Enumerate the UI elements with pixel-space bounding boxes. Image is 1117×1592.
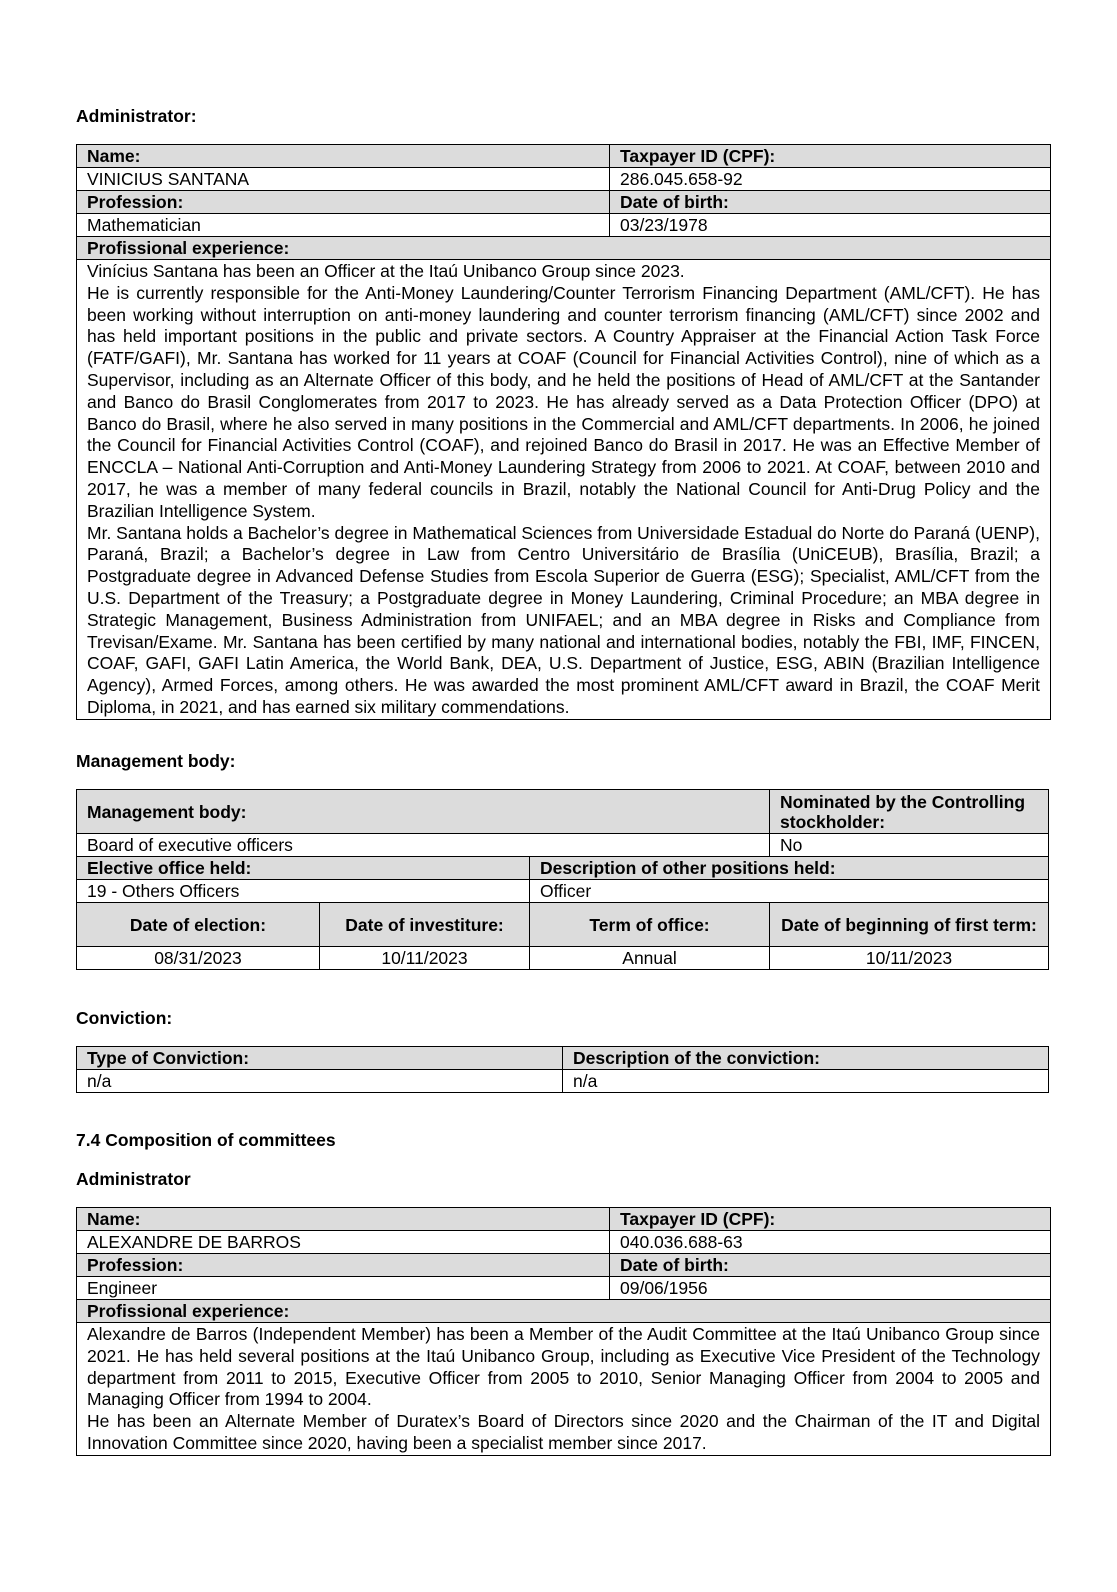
conviction-description-value: n/a bbox=[563, 1070, 1049, 1093]
experience-paragraph: He has been an Alternate Member of Duratex’s Board of Directors since 2020 and the Chairman of the IT and Digital Innovation Committee since 2020, having been a specialist member since 2017. bbox=[87, 1411, 1040, 1453]
profession-label: Profession: bbox=[77, 1254, 610, 1277]
taxpayer-value: 286.045.658-92 bbox=[610, 168, 1051, 191]
administrator-heading: Administrator: bbox=[76, 106, 197, 126]
experience-paragraph: He is currently responsible for the Anti-Money Laundering/Counter Terrorism Financing Department (AML/CFT). He has been working without interruption on anti-money laundering and counter terrorism financing (AML/CFT) since 2002 and has held important positions in the public and private sectors. A Country Appraiser at the Financial Action Task Force (FATF/GAFI), Mr. Santana has worked for 11 years at COAF (Council for Financial Activities Control), nine of which as a Supervisor, including as an Alternate Officer of this body, and he held the positions of Head of AML/CFT at the Santander and Banco do Brasil Conglomerates from 2017 to 2023. He has already served as a Data Protection Officer (DPO) at Banco do Brasil, where he also served in many positions in the Commercial and AML/CFT departments. In 2006, he joined the Council for Financial Activities Control (COAF), and rejoined Banco do Brasil in 2017. He was an Effective Member of ENCCLA – National Anti-Corruption and Anti-Money Laundering Strategy from 2006 to 2021. At COAF, between 2010 and 2017, he was a member of many federal councils in Brazil, notably the National Council for Anti-Drug Policy and the Brazilian Intelligence System. bbox=[87, 282, 1040, 521]
committees-subheading: Administrator bbox=[76, 1169, 191, 1189]
experience-paragraph: Alexandre de Barros (Independent Member) has been a Member of the Audit Committee at the Itaú Unibanco Group since 2021. He has held several positions at the Itaú Unibanco Group, including as Executive Vice President of the Technology department from 2011 to 2015, Executive Officer from 2005 to 2010, Senior Managing Officer from 2004 to 2005 and Managing Officer from 1994 to 2004. bbox=[87, 1324, 1040, 1410]
name-label: Name: bbox=[77, 145, 610, 168]
management-body-value: Board of executive officers bbox=[77, 834, 770, 857]
experience-label: Profissional experience: bbox=[77, 1300, 1051, 1323]
term-label: Term of office: bbox=[530, 903, 770, 947]
taxpayer-value: 040.036.688-63 bbox=[610, 1231, 1051, 1254]
name-value: ALEXANDRE DE BARROS bbox=[77, 1231, 610, 1254]
conviction-type-value: n/a bbox=[77, 1070, 563, 1093]
taxpayer-label: Taxpayer ID (CPF): bbox=[610, 145, 1051, 168]
conviction-table bbox=[76, 1046, 1049, 1093]
profession-value: Mathematician bbox=[77, 214, 610, 237]
investiture-date-label: Date of investiture: bbox=[320, 903, 530, 947]
nominated-value: No bbox=[770, 834, 1049, 857]
experience-label: Profissional experience: bbox=[77, 237, 1051, 260]
management-table bbox=[76, 789, 1049, 970]
election-date-value: 08/31/2023 bbox=[77, 947, 320, 970]
dob-label: Date of birth: bbox=[610, 1254, 1051, 1277]
administrator-table-2 bbox=[76, 1207, 1051, 1456]
conviction-heading: Conviction: bbox=[76, 1008, 173, 1028]
administrator-table bbox=[76, 144, 1051, 720]
experience-text bbox=[77, 260, 1051, 720]
first-term-value: 10/11/2023 bbox=[770, 947, 1049, 970]
term-value: Annual bbox=[530, 947, 770, 970]
first-term-label: Date of beginning of first term: bbox=[770, 903, 1049, 947]
dob-value: 03/23/1978 bbox=[610, 214, 1051, 237]
elective-office-value: 19 - Others Officers bbox=[77, 880, 530, 903]
election-date-label: Date of election: bbox=[77, 903, 320, 947]
committees-heading: 7.4 Composition of committees bbox=[76, 1130, 336, 1150]
dob-label: Date of birth: bbox=[610, 191, 1051, 214]
conviction-description-label: Description of the conviction: bbox=[563, 1047, 1049, 1070]
name-value: VINICIUS SANTANA bbox=[77, 168, 610, 191]
name-label: Name: bbox=[77, 1208, 610, 1231]
other-positions-value: Officer bbox=[530, 880, 1049, 903]
taxpayer-label: Taxpayer ID (CPF): bbox=[610, 1208, 1051, 1231]
experience-paragraph: Mr. Santana holds a Bachelor’s degree in Mathematical Sciences from Universidade Estadual do Norte do Paraná (UENP), Paraná, Brazil; a Bachelor’s degree in Law from Centro Universitário de Brasília (UniCEUB), Brasília, Brazil; a Postgraduate degree in Advanced Defense Studies from Escola Superior de Guerra (ESG); Specialist, AML/CFT from the U.S. Department of the Treasury; a Postgraduate degree in Money Laundering, Criminal Procedure; an MBA degree in Strategic Management, Business Administration from UNIFAEL; and an MBA degree in Risks and Compliance from Trevisan/Exame. Mr. Santana has been certified by many national and international bodies, notably the FBI, IMF, FINCEN, COAF, GAFI, GAFI Latin America, the World Bank, DEA, U.S. Department of Justice, ESG, ABIN (Brazilian Intelligence Agency), Armed Forces, among others. He was awarded the most prominent AML/CFT award in Brazil, the COAF Merit Diploma, in 2021, and has earned six military commendations. bbox=[87, 522, 1040, 717]
profession-value: Engineer bbox=[77, 1277, 610, 1300]
profession-label: Profession: bbox=[77, 191, 610, 214]
experience-paragraph: Vinícius Santana has been an Officer at the Itaú Unibanco Group since 2023. bbox=[87, 261, 685, 281]
experience-text bbox=[77, 1323, 1051, 1456]
management-body-label: Management body: bbox=[77, 790, 770, 834]
nominated-label: Nominated by the Controlling stockholder: bbox=[770, 790, 1049, 834]
investiture-date-value: 10/11/2023 bbox=[320, 947, 530, 970]
elective-office-label: Elective office held: bbox=[77, 857, 530, 880]
management-heading: Management body: bbox=[76, 751, 236, 771]
dob-value: 09/06/1956 bbox=[610, 1277, 1051, 1300]
conviction-type-label: Type of Conviction: bbox=[77, 1047, 563, 1070]
other-positions-label: Description of other positions held: bbox=[530, 857, 1049, 880]
